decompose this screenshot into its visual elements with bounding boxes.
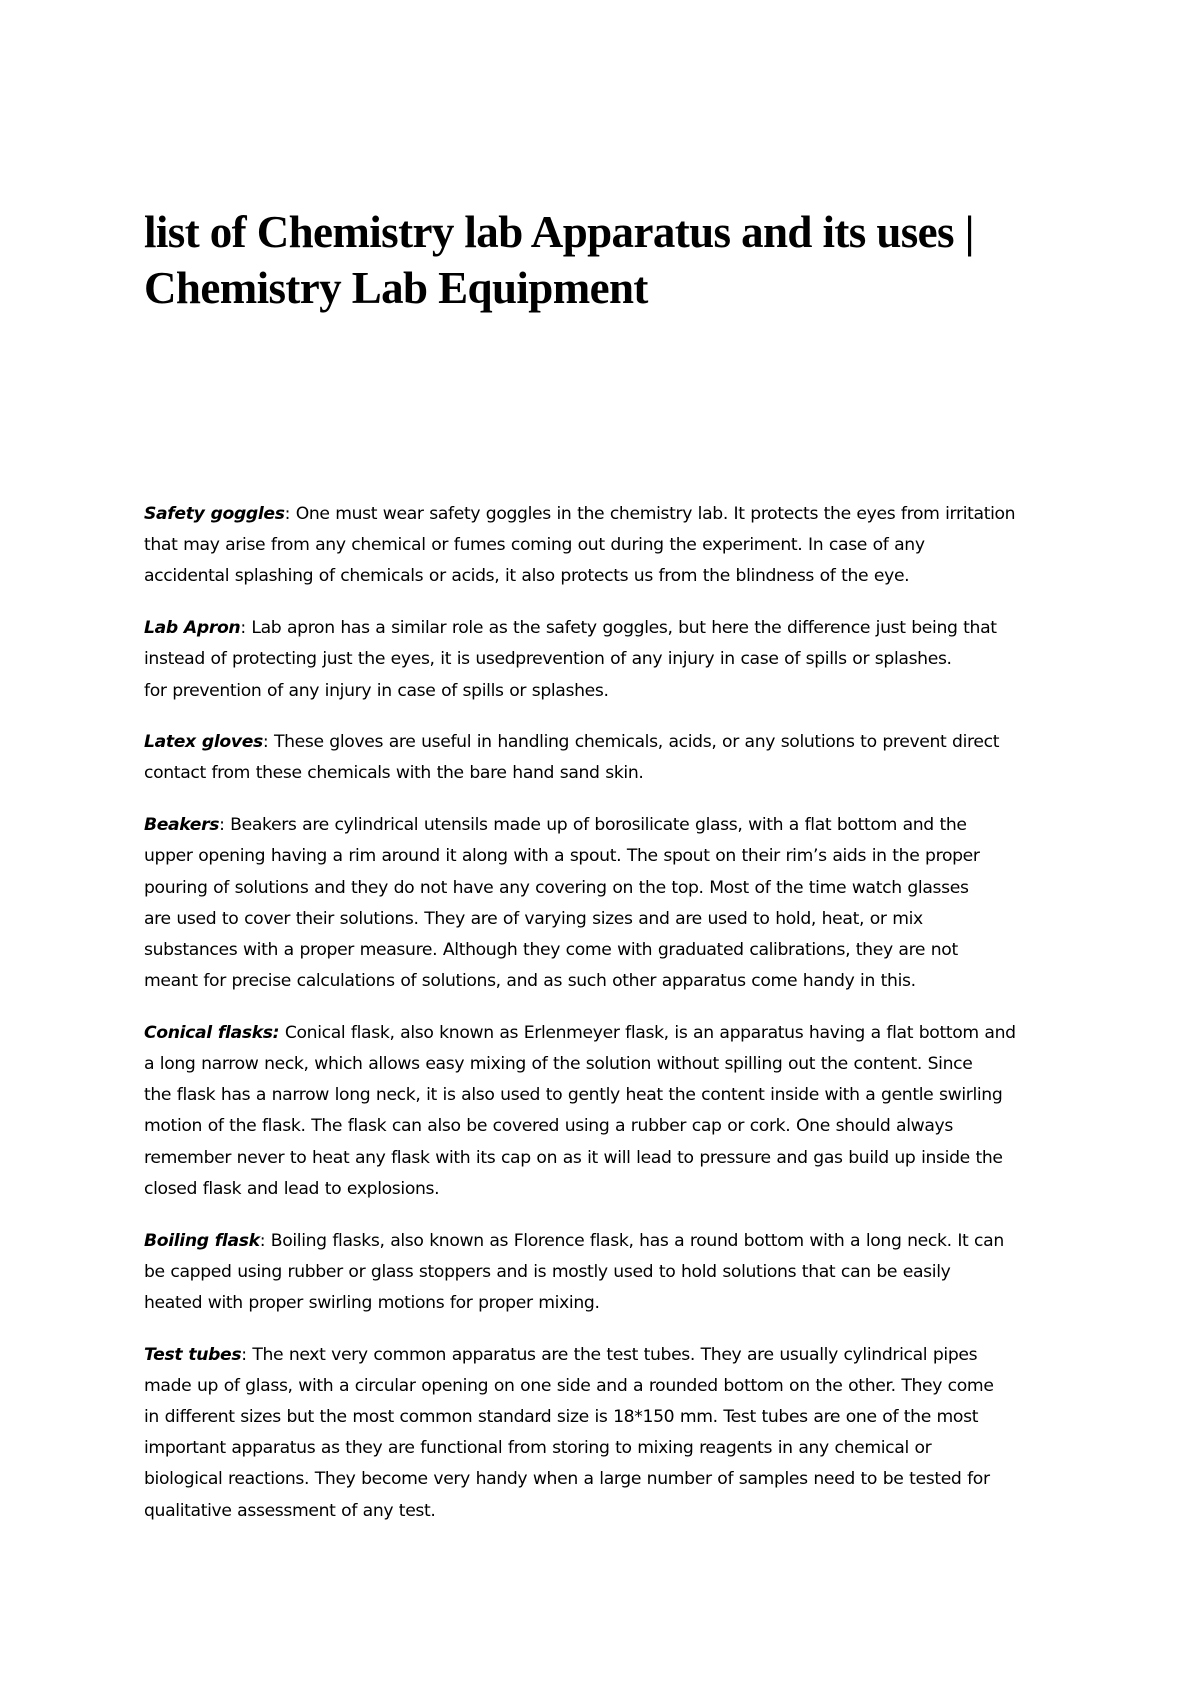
entry-line: Boiling flasks, also known as Florence flask, has a round bottom with a long neck. It can xyxy=(270,1230,1004,1251)
entry-safety-goggles xyxy=(144,499,1074,593)
entry-line: qualitative assessment of any test. xyxy=(144,1500,436,1521)
entry-line: heated with proper swirling motions for proper mixing. xyxy=(144,1292,600,1313)
entry-term: Safety goggles xyxy=(144,504,285,524)
entry-beakers xyxy=(144,810,1074,997)
entry-line: important apparatus as they are functional from storing to mixing reagents in any chemical or xyxy=(144,1438,932,1459)
entry-line: that may arise from any chemical or fumes coming out during the experiment. In case of any xyxy=(144,535,925,556)
entry-lab-apron xyxy=(144,613,1074,707)
entry-line: These gloves are useful in handling chemicals, acids, or any solutions to prevent direct xyxy=(273,732,1000,753)
entry-line: instead of protecting just the eyes, it is usedprevention of any injury in case of spills or splashes. xyxy=(144,649,952,670)
entry-line: be capped using rubber or glass stoppers and is mostly used to hold solutions that can be easily xyxy=(144,1261,951,1282)
entry-term: Beakers xyxy=(144,815,220,836)
entry-line: contact from these chemicals with the bare hand sand skin. xyxy=(144,763,644,784)
entry-line: accidental splashing of chemicals or acids, it also protects us from the blindness of the eye. xyxy=(144,566,910,587)
entry-separator: : xyxy=(259,1230,271,1251)
entry-line: closed flask and lead to explosions. xyxy=(144,1178,440,1199)
document-body xyxy=(144,499,1074,1547)
entry-separator: : xyxy=(219,815,231,836)
entry-line: pouring of solutions and they do not have any covering on the top. Most of the time watch glasses xyxy=(144,877,969,898)
entry-term: Latex gloves xyxy=(144,732,263,753)
entry-line: meant for precise calculations of solutions, and as such other apparatus come handy in this. xyxy=(144,971,916,992)
entry-line: remember never to heat any flask with its cap on as it will lead to pressure and gas build up inside the xyxy=(144,1147,1003,1168)
entry-line: Conical flask, also known as Erlenmeyer flask, is an apparatus having a flat bottom and xyxy=(284,1022,1016,1043)
entry-term: Lab Apron xyxy=(144,618,241,639)
entry-line: upper opening having a rim around it along with a spout. The spout on their rim’s aids in the proper xyxy=(144,846,980,867)
entry-separator: : xyxy=(241,1344,253,1365)
entry-conical-flasks xyxy=(144,1018,1074,1205)
entry-line: One must wear safety goggles in the chemistry lab. It protects the eyes from irritation xyxy=(295,504,1016,524)
entry-line: made up of glass, with a circular opening on one side and a rounded bottom on the other. They come xyxy=(144,1375,994,1396)
entry-separator: : xyxy=(240,618,252,639)
entry-line: Beakers are cylindrical utensils made up of borosilicate glass, with a flat bottom and the xyxy=(230,815,967,836)
entry-separator: : xyxy=(284,504,296,524)
entry-line: Lab apron has a similar role as the safety goggles, but here the difference just being that xyxy=(251,618,997,639)
entry-test-tubes xyxy=(144,1340,1074,1527)
entry-line: are used to cover their solutions. They are of varying sizes and are used to hold, heat, or mix xyxy=(144,908,923,929)
entry-line: motion of the flask. The flask can also be covered using a rubber cap or cork. One should always xyxy=(144,1116,953,1137)
entry-line: in different sizes but the most common standard size is 18*150 mm. Test tubes are one of the most xyxy=(144,1407,979,1428)
entry-boiling-flask xyxy=(144,1226,1074,1320)
entry-separator: : xyxy=(262,732,274,753)
entry-line: substances with a proper measure. Although they come with graduated calibrations, they are not xyxy=(144,939,958,960)
entry-term: Conical flasks: xyxy=(144,1022,280,1043)
entry-line: for prevention of any injury in case of spills or splashes. xyxy=(144,680,609,701)
entry-term: Boiling flask xyxy=(144,1230,260,1251)
entry-line: a long narrow neck, which allows easy mixing of the solution without spilling out the content. Since xyxy=(144,1054,973,1075)
entry-line: The next very common apparatus are the test tubes. They are usually cylindrical pipes xyxy=(252,1344,978,1365)
entry-line: biological reactions. They become very handy when a large number of samples need to be tested for xyxy=(144,1469,990,1490)
entry-latex-gloves xyxy=(144,727,1074,789)
entry-line: the flask has a narrow long neck, it is also used to gently heat the content inside with a gentle swirling xyxy=(144,1085,1003,1106)
entry-term: Test tubes xyxy=(144,1344,242,1365)
document-title: list of Chemistry lab Apparatus and its uses | Chemistry Lab Equipment xyxy=(144,207,974,313)
